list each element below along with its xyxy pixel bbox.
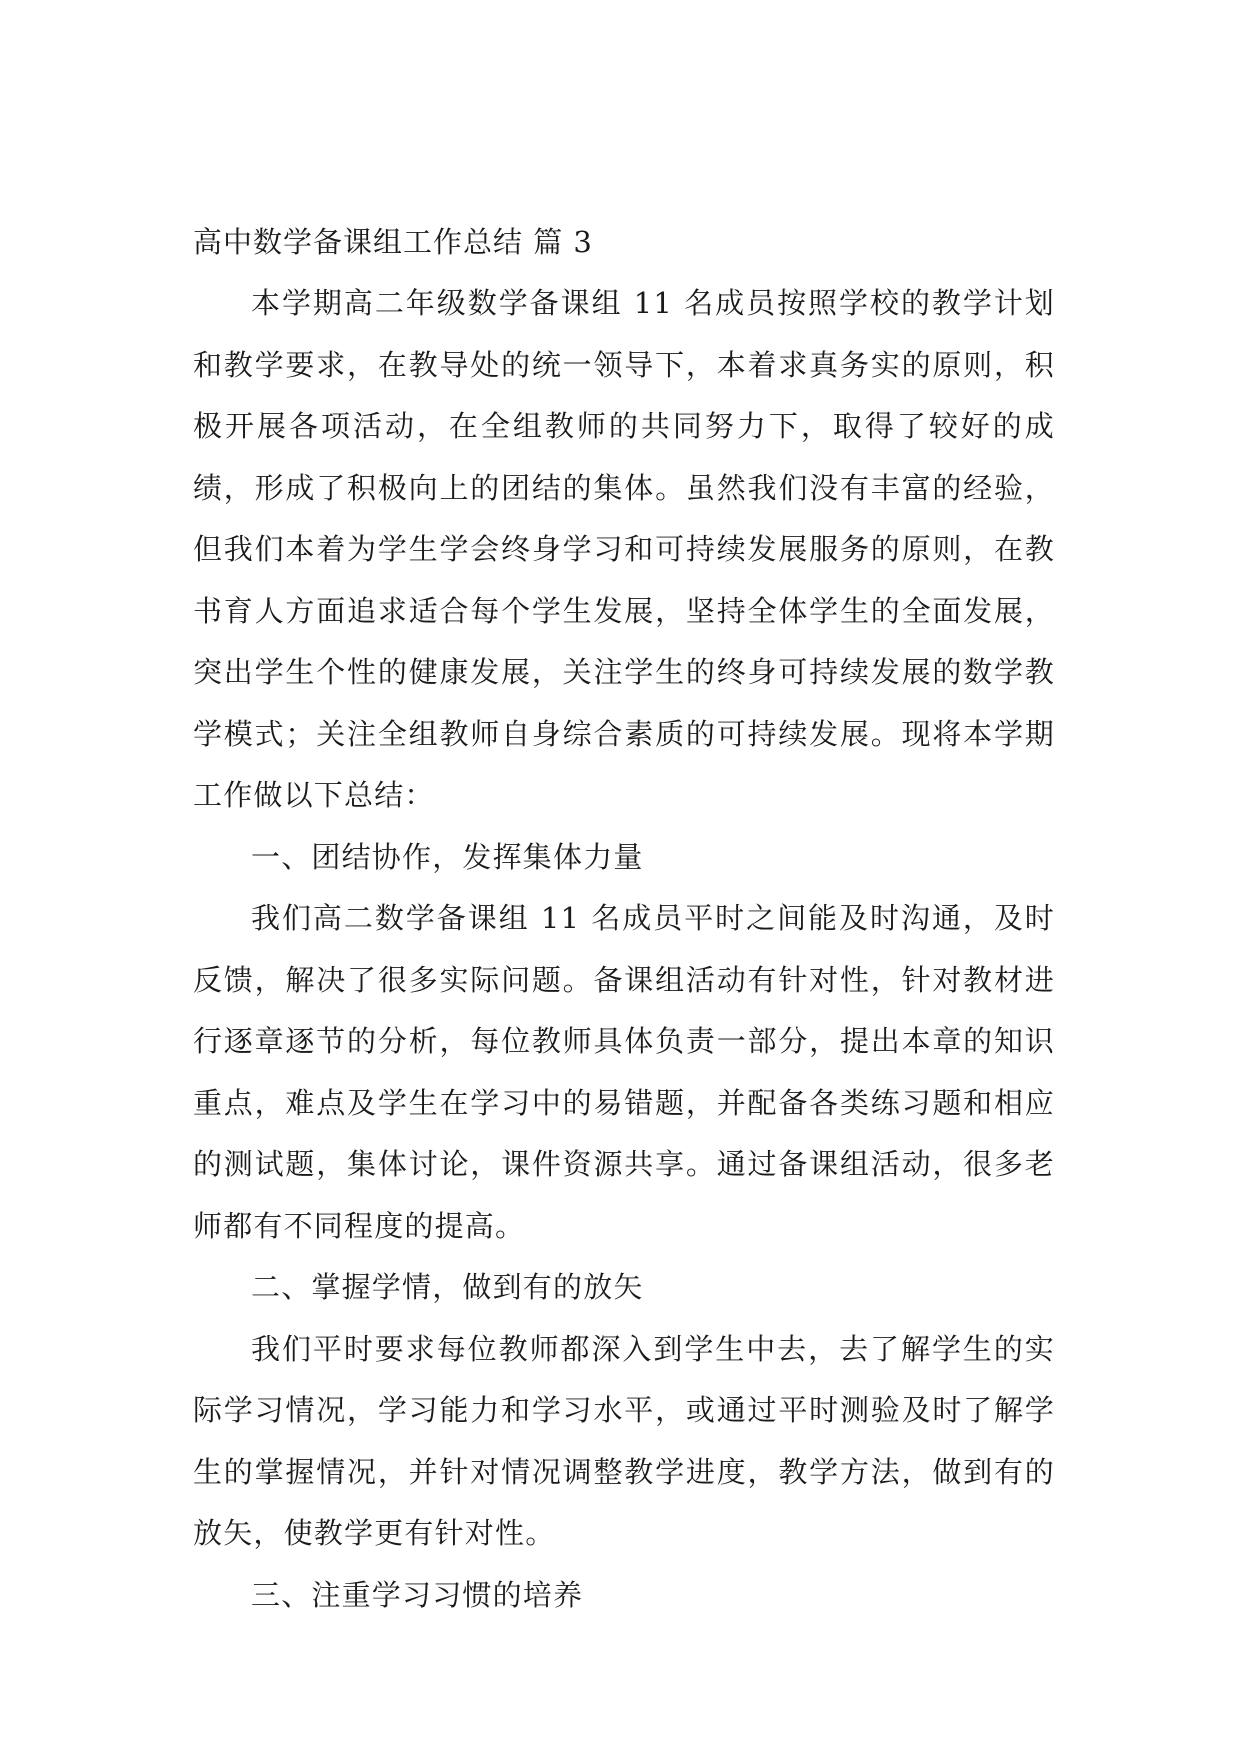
- section-1-heading: 一、团结协作，发挥集体力量: [251, 839, 644, 874]
- intro-paragraph: 本学期高二年级数学备课组 11 名成员按照学校的教学计划和教学要求，在教导处的统一领导下，本着求真务实的原则，积极开展各项活动，在全组教师的共同努力下，取得了较好的成绩，形成了积极向上的团结的集体。虽然我们没有丰富的经验，但我们本着为学生学会终身学习和可持续发展服务的原则，在教书育人方面追求适合每个学生发展，坚持全体学生的全面发展，突出学生个性的健康发展，关注学生的终身可持续发展的数学教学模式；关注全组教师自身综合素质的可持续发展。现将本学期工作做以下总结：: [193, 286, 1055, 812]
- document-body: [193, 212, 1055, 1626]
- section-1-paragraph: 我们高二数学备课组 11 名成员平时之间能及时沟通，及时反馈，解决了很多实际问题。备课组活动有针对性，针对教材进行逐章逐节的分析，每位教师具体负责一部分，提出本章的知识重点，难点及学生在学习中的易错题，并配备各类练习题和相应的测试题，集体讨论，课件资源共享。通过备课组活动，很多老师都有不同程度的提高。: [193, 901, 1055, 1243]
- section-2-heading: 二、掌握学情，做到有的放矢: [251, 1270, 644, 1304]
- section-2-paragraph: 我们平时要求每位教师都深入到学生中去，去了解学生的实际学习情况，学习能力和学习水平，或通过平时测验及时了解学生的掌握情况，并针对情况调整教学进度，教学方法，做到有的放矢，使教学更有针对性。: [193, 1331, 1055, 1550]
- document-title: 高中数学备课组工作总结 篇 3: [193, 225, 593, 259]
- section-3-heading: 三、注重学习习惯的培养: [251, 1577, 584, 1612]
